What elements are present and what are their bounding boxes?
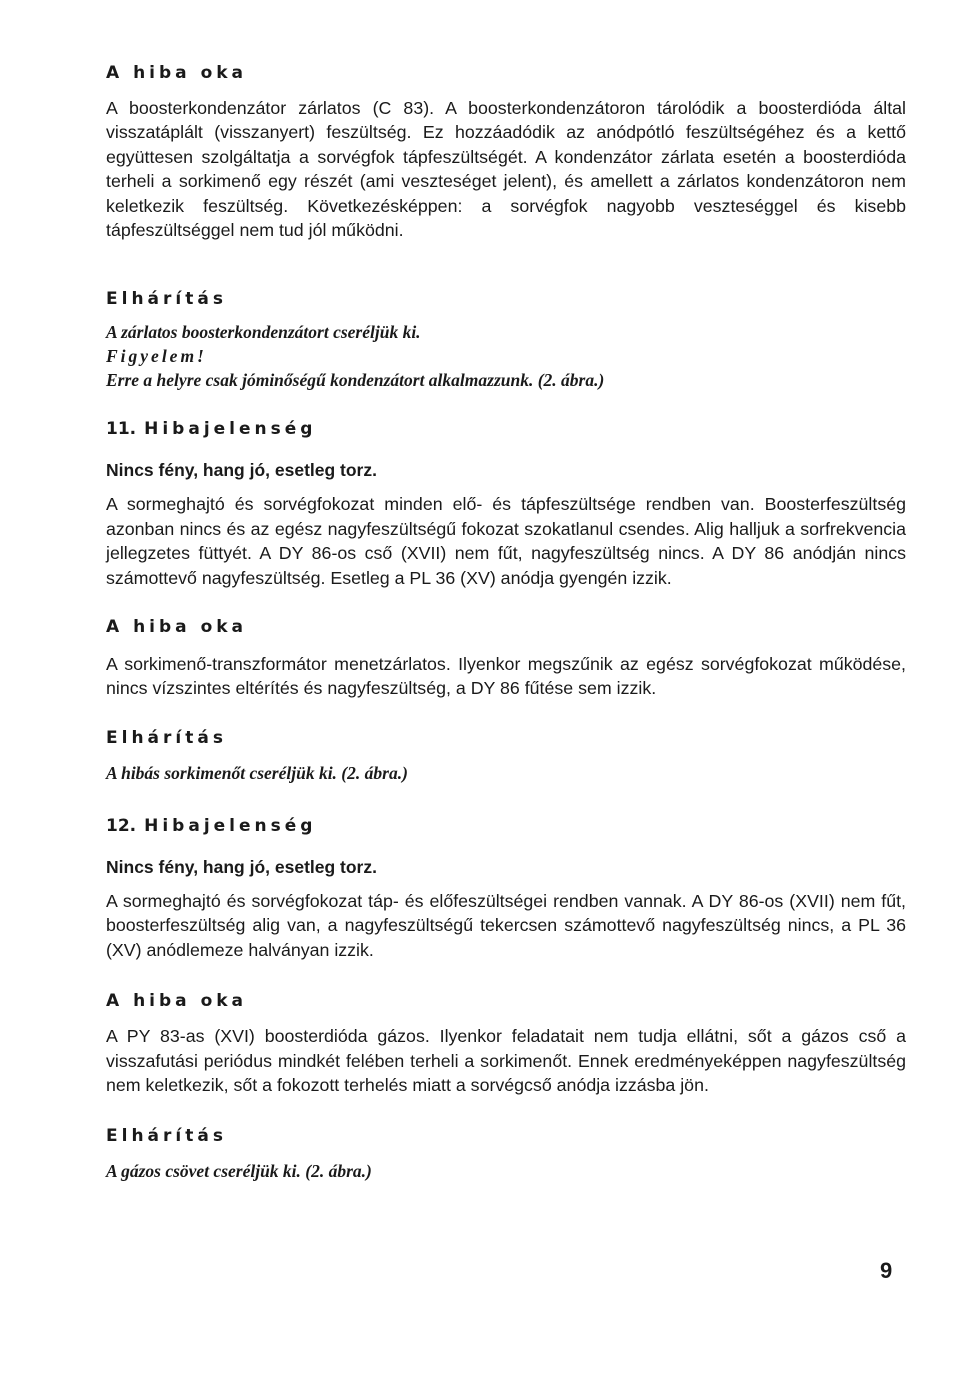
fault-title: Hibajelenség bbox=[144, 419, 317, 440]
section-heading-elharitas: Elhárítás bbox=[106, 289, 227, 310]
page-number: 9 bbox=[880, 1258, 893, 1283]
fault-number: 12. bbox=[106, 815, 137, 836]
section-heading-hiba-oka: A hiba oka bbox=[106, 63, 248, 83]
symptom-line: Nincs fény, hang jó, esetleg torz. bbox=[106, 460, 377, 481]
warning-text: Erre a helyre csak jóminőségű kondenzátort alkalmazzunk. (2. ábra.) bbox=[106, 370, 605, 391]
fault-number: 11. bbox=[106, 419, 137, 440]
warning-label: Figyelem! bbox=[106, 346, 207, 367]
section-heading-elharitas: Elhárítás bbox=[106, 1126, 227, 1147]
remedy-line: A hibás sorkimenőt cseréljük ki. (2. ábra.) bbox=[106, 762, 408, 783]
remedy-line: A gázos csövet cseréljük ki. (2. ábra.) bbox=[106, 1161, 372, 1182]
section-heading-hiba-oka: A hiba oka bbox=[106, 991, 248, 1012]
fault-heading-12 bbox=[106, 815, 906, 837]
symptom-line: Nincs fény, hang jó, esetleg torz. bbox=[106, 856, 377, 877]
paragraph-sorkimeno: A sorkimenő-transzformátor menetzárlatos. Ilyenkor megszűnik az egész sorvégfokozat működése, nincs vízszintes eltérítés és nagyfeszültség, a DY 86 fűtése sem izzik. bbox=[106, 654, 906, 699]
remedy-line: A zárlatos boosterkondenzátort cseréljük ki. bbox=[106, 322, 421, 343]
paragraph-boosterdioda: A PY 83-as (XVI) boosterdióda gázos. Ilyenkor feladatait nem tudja ellátni, sőt a gázos cső a visszafutási periódus mindkét felében terheli a sorkimenőt. Ennek eredményeképpen nagyfeszültség nem keletkezik, sőt a fokozott terhelés miatt a sorvégcső anódja izzásba jön. bbox=[106, 1026, 906, 1095]
fault-title: Hibajelenség bbox=[144, 815, 317, 836]
paragraph-symptom-11: A sormeghajtó és sorvégfokozat minden elő- és tápfeszültsége rendben van. Boosterfeszültség azonban nincs és az egész nagyfeszültségű fokozat szokatlanul csendes. Alig halljuk a sorfrekvencia jellegzetes füttyét. A DY 86-os cső (XVII) nem fűt, nagyfeszültség nincs. A DY 86 anódján nincs számottevő nagyfeszültség. Esetleg a PL 36 (XV) anódja gyengén izzik. bbox=[106, 494, 906, 588]
paragraph-boosterkondenzator: A boosterkondenzátor zárlatos (C 83). A boosterkondenzátoron tárolódik a boosterdióda által visszatáplált (visszanyert) feszültség. Ez hozzáadódik az anódpótló feszültségéhez és a kettő együttesen szolgáltatja a sorvégfok tápfeszültségét. A kondenzátor zárlata esetén a boosterdióda terheli a sorkimenő egy részét (ami veszteséget jelent), és amellett a zárlatos kondenzátoron nem keletkezik feszültség. Következésképpen: a sorvégfok nagyobb veszteséggel és kisebb tápfeszültséggel nem tud jól működni. bbox=[106, 98, 906, 241]
paragraph-symptom-12: A sormeghajtó és sorvégfokozat táp- és előfeszültségei rendben vannak. A DY 86-os (XVII) nem fűt, boosterfeszültség alig van, a nagyfeszültségű tekercsen számottevő nagyfeszültség nincs, a PL 36 (XV) anódlemeze halványan izzik. bbox=[106, 890, 906, 960]
section-heading-hiba-oka: A hiba oka bbox=[106, 617, 248, 638]
section-heading-elharitas: Elhárítás bbox=[106, 727, 227, 748]
document-page bbox=[106, 62, 906, 1183]
fault-heading-11 bbox=[106, 418, 906, 440]
